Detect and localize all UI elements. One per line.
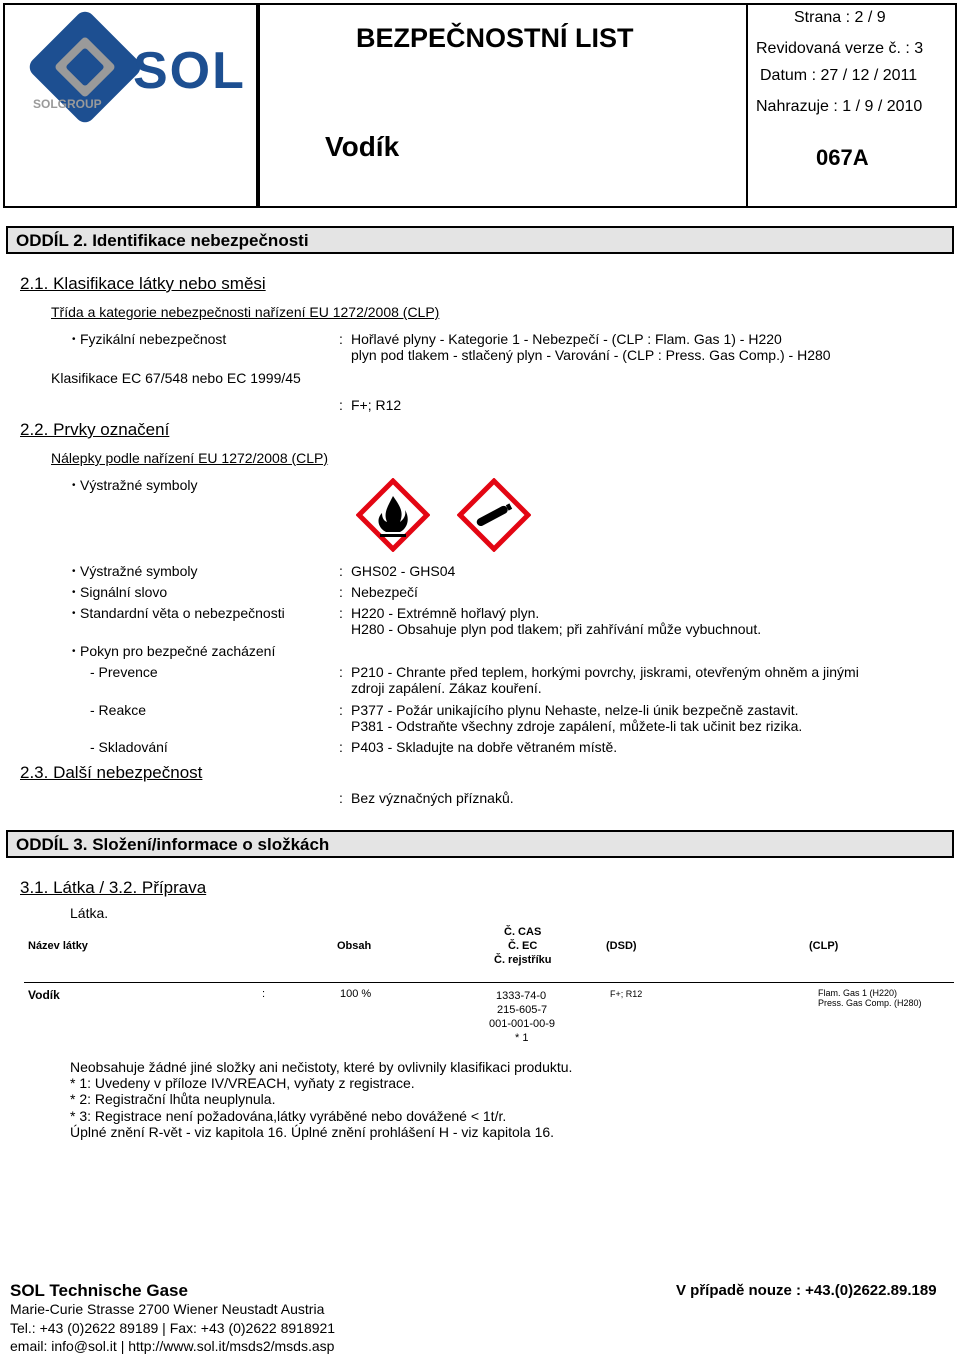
row-cas: 1333-74-0: [496, 990, 547, 1002]
page-number: Strana : 2 / 9: [794, 9, 886, 26]
storage-label: - Skladování: [90, 739, 168, 755]
row-clp-2: Press. Gas Comp. (H280): [818, 998, 922, 1008]
physical-hazard-value-2: plyn pod tlakem - stlačený plyn - Varování - (CLP : Press. Gas Comp.) - H280: [351, 347, 831, 363]
table-divider: [24, 982, 954, 983]
doc-title: BEZPEČNOSTNÍ LIST: [356, 23, 634, 53]
symbols-label: • Výstražné symboly: [72, 477, 197, 493]
col-header-cas: Č. CAS: [504, 926, 542, 938]
col-header-ec: Č. EC: [508, 940, 538, 952]
col-header-content: Obsah: [337, 940, 372, 952]
col-header-dsd: (DSD): [606, 940, 637, 952]
footer-address: Marie-Curie Strasse 2700 Wiener Neustadt Austria: [10, 1301, 325, 1317]
handling-label: • Pokyn pro bezpečné zacházení: [72, 643, 275, 659]
signal-word-value: Nebezpečí: [351, 584, 418, 600]
row-ec: 215-605-7: [497, 1004, 548, 1016]
ec-classification-label: Klasifikace EC 67/548 nebo EC 1999/45: [51, 370, 301, 386]
composition-note-2: * 1: Uvedeny v příloze IV/VREACH, vyňaty z registrace.: [70, 1075, 415, 1091]
warning-symbols-label: • Výstražné symboly: [72, 563, 197, 579]
other-hazards-value: Bez význačných příznaků.: [351, 790, 514, 806]
date: Datum : 27 / 12 / 2011: [760, 67, 918, 84]
warning-symbols-value: GHS02 - GHS04: [351, 563, 456, 579]
logo-text: SOL: [133, 42, 246, 100]
row-index: 001-001-00-9: [489, 1018, 556, 1030]
colon: :: [339, 790, 343, 806]
row-clp-1: Flam. Gas 1 (H220): [818, 988, 898, 998]
colon: :: [339, 739, 343, 755]
section-2-title: ODDÍL 2. Identifikace nebezpečnosti: [6, 226, 954, 254]
revision: Revidovaná verze č. : 3: [756, 40, 924, 57]
header-logo-box: [3, 3, 258, 208]
clp-heading: Třída a kategorie nebezpečnosti nařízení EU 1272/2008 (CLP): [51, 304, 440, 320]
row-colon: :: [262, 988, 266, 1000]
header-title-box: [258, 3, 748, 208]
footer-phone: Tel.: +43 (0)2622 89189 | Fax: +43 (0)2622 8918921: [10, 1320, 336, 1336]
hazard-statement-h220: H220 - Extrémně hořlavý plyn.: [351, 605, 540, 621]
section-2-1-title: 2.1. Klasifikace látky nebo směsi: [20, 274, 266, 293]
section-3-1-title: 3.1. Látka / 3.2. Příprava: [20, 878, 207, 897]
prevention-label: - Prevence: [90, 664, 158, 680]
ec-classification-value: F+; R12: [351, 397, 402, 413]
col-header-name: Název látky: [28, 940, 88, 952]
product-name: Vodík: [325, 131, 400, 162]
section-2-2-title: 2.2. Prvky označení: [20, 420, 170, 439]
gas-cylinder-pictogram-icon: [457, 478, 531, 552]
hazard-statement-h280: H280 - Obsahuje plyn pod tlakem; při zahřívání může vybuchnout.: [351, 621, 762, 637]
row-dsd: F+; R12: [610, 989, 643, 999]
prevention-value-2: zdroji zapálení. Zákaz kouření.: [351, 680, 542, 696]
hazard-statement-label: • Standardní věta o nebezpečnosti: [72, 605, 285, 621]
composition-note-5: Úplné znění R-vět - viz kapitola 16. Úplné znění prohlášení H - viz kapitola 16.: [70, 1124, 555, 1140]
replaces: Nahrazuje : 1 / 9 / 2010: [756, 98, 923, 115]
section-2-3-title: 2.3. Další nebezpečnost: [20, 763, 203, 782]
logo-group-text: SOLGROUP: [33, 97, 102, 111]
response-value-2: P381 - Odstraňte všechny zdroje zapálení, můžete-li tak učinit bez rizika.: [351, 718, 803, 734]
composition-note-1: Neobsahuje žádné jiné složky ani nečistoty, které by ovlivnily klasifikaci produktu.: [70, 1059, 573, 1075]
row-substance-name: Vodík: [28, 988, 60, 1002]
colon: :: [339, 702, 343, 718]
storage-value: P403 - Skladujte na dobře větraném místě.: [351, 739, 618, 755]
composition-note-4: * 3: Registrace není požadována,látky vyráběné nebo dovážené < 1t/r.: [70, 1108, 507, 1124]
col-header-index: Č. rejstříku: [494, 954, 552, 966]
product-code: 067A: [816, 145, 869, 170]
footer-company: SOL Technische Gase: [10, 1281, 188, 1300]
colon: :: [339, 331, 343, 347]
response-label: - Reakce: [90, 702, 147, 718]
colon: :: [339, 563, 343, 579]
footer-emergency: V případě nouze : +43.(0)2622.89.189: [676, 1282, 937, 1299]
colon: :: [339, 397, 343, 413]
composition-note-3: * 2: Registrační lhůta neuplynula.: [70, 1091, 276, 1107]
footer-web: email: info@sol.it | http://www.sol.it/msds2/msds.asp: [10, 1338, 335, 1354]
colon: :: [339, 664, 343, 680]
substance-note: Látka.: [70, 905, 109, 921]
physical-hazard-label: • Fyzikální nebezpečnost: [72, 331, 226, 347]
row-content: 100 %: [340, 988, 372, 1000]
header-meta-box: [746, 3, 957, 208]
colon: :: [339, 584, 343, 600]
prevention-value-1: P210 - Chrante před teplem, horkými povrchy, jiskrami, otevřeným ohněm a jinými: [351, 664, 859, 680]
flame-pictogram-icon: [356, 478, 430, 552]
colon: :: [339, 605, 343, 621]
row-note: * 1: [515, 1032, 529, 1044]
signal-word-label: • Signální slovo: [72, 584, 167, 600]
col-header-clp: (CLP): [809, 940, 839, 952]
response-value-1: P377 - Požár unikajícího plynu Nehaste, nelze-li únik bezpečně zastavit.: [351, 702, 799, 718]
labels-heading: Nálepky podle nařízení EU 1272/2008 (CLP): [51, 450, 329, 466]
section-3-title: ODDÍL 3. Složení/informace o složkách: [6, 830, 954, 858]
physical-hazard-value-1: Hořlavé plyny - Kategorie 1 - Nebezpečí - (CLP : Flam. Gas 1) - H220: [351, 331, 782, 347]
